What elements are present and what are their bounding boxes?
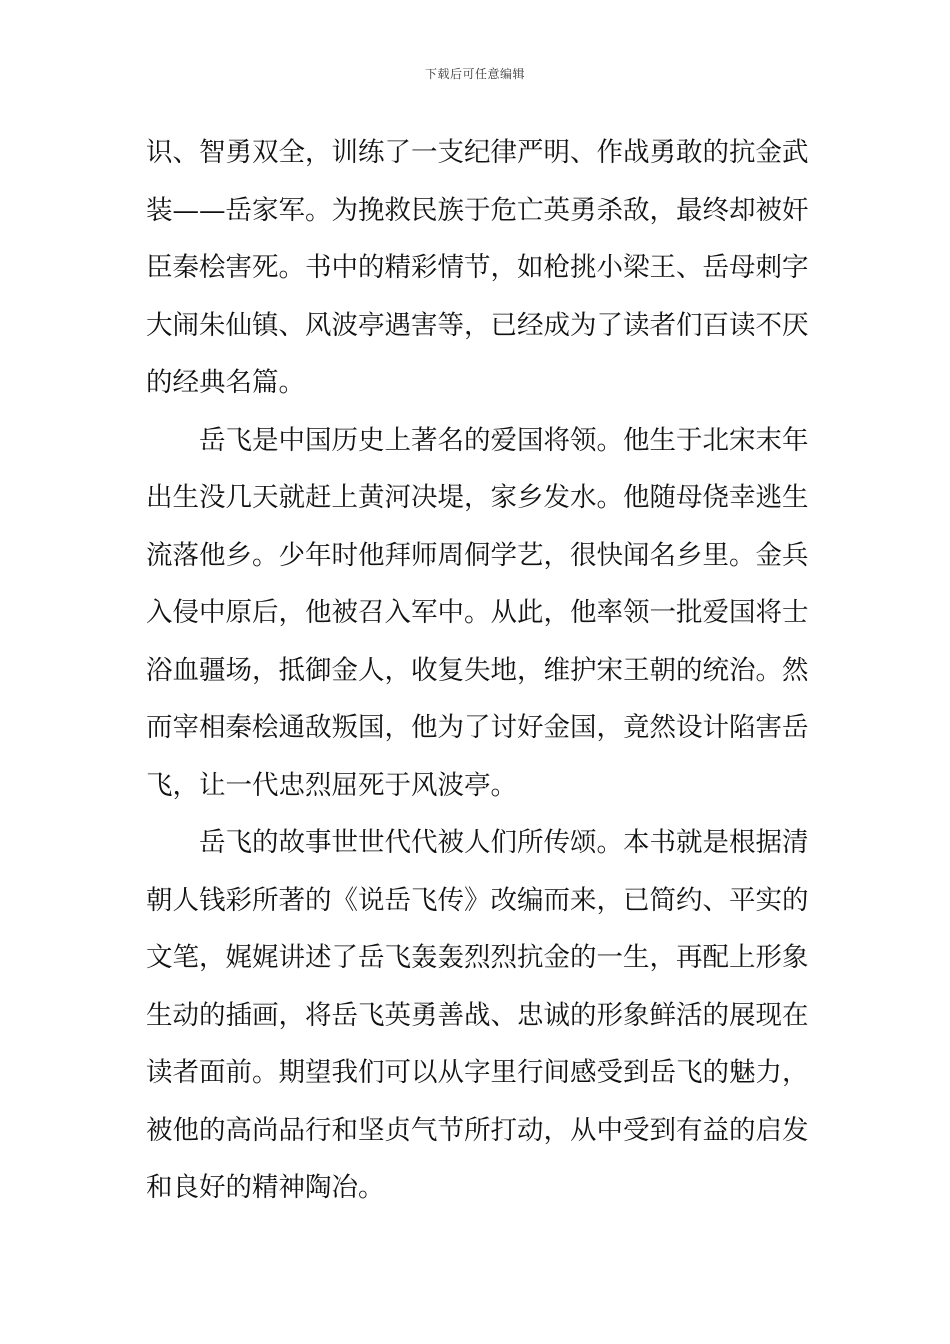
paragraph-3-line-4: 生动的插画，将岳飞英勇善战、忠诚的形象鲜活的展现在 bbox=[146, 999, 809, 1031]
paragraph-2-line-5: 浴血疆场，抵御金人，收复失地，维护宋王朝的统治。然 bbox=[146, 654, 809, 686]
paragraph-3-line-1: 岳飞的故事世世代代被人们所传颂。本书就是根据清 bbox=[199, 827, 809, 858]
paragraph-2-line-2: 出生没几天就赶上黄河决堤，家乡发水。他随母侥幸逃生 bbox=[146, 482, 809, 513]
paragraph-1-line-3: 臣秦桧害死。书中的精彩情节，如枪挑小梁王、岳母刺字 bbox=[146, 252, 809, 283]
paragraph-2-line-6: 而宰相秦桧通敌叛国，他为了讨好金国，竟然设计陷害岳 bbox=[146, 712, 809, 743]
paragraph-3-line-7: 和良好的精神陶冶。 bbox=[146, 1172, 385, 1203]
paragraph-2-line-7: 飞，让一代忠烈屈死于风波亭。 bbox=[146, 769, 517, 801]
paragraph-3-line-6: 被他的高尚品行和坚贞气节所打动，从中受到有益的启发 bbox=[146, 1114, 809, 1146]
page-header: 下载后可任意编辑 bbox=[424, 67, 525, 81]
paragraph-3-line-2: 朝人钱彩所著的《说岳飞传》改编而来，已简约、平实的 bbox=[146, 884, 809, 916]
paragraph-1-line-2: 装——岳家军。为挽救民族于危亡英勇杀敌，最终却被奸 bbox=[146, 194, 809, 226]
paragraph-3-line-3: 文笔，娓娓讲述了岳飞轰轰烈烈抗金的一生，再配上形象 bbox=[146, 942, 809, 973]
paragraph-3-line-5: 读者面前。期望我们可以从字里行间感受到岳飞的魅力， bbox=[146, 1057, 809, 1088]
document-body bbox=[146, 124, 808, 1217]
paragraph-1-line-1: 识、智勇双全，训练了一支纪律严明、作战勇敢的抗金武 bbox=[146, 137, 809, 168]
paragraph-1-line-4: 大闹朱仙镇、风波亭遇害等，已经成为了读者们百读不厌 bbox=[146, 309, 809, 341]
paragraph-2-line-4: 入侵中原后，他被召入军中。从此，他率领一批爱国将士 bbox=[146, 597, 809, 628]
paragraph-2-line-3: 流落他乡。少年时他拜师周侗学艺，很快闻名乡里。金兵 bbox=[146, 539, 809, 571]
paragraph-1-line-5: 的经典名篇。 bbox=[146, 367, 305, 398]
paragraph-2-line-1: 岳飞是中国历史上著名的爱国将领。他生于北宋末年 bbox=[199, 424, 809, 456]
